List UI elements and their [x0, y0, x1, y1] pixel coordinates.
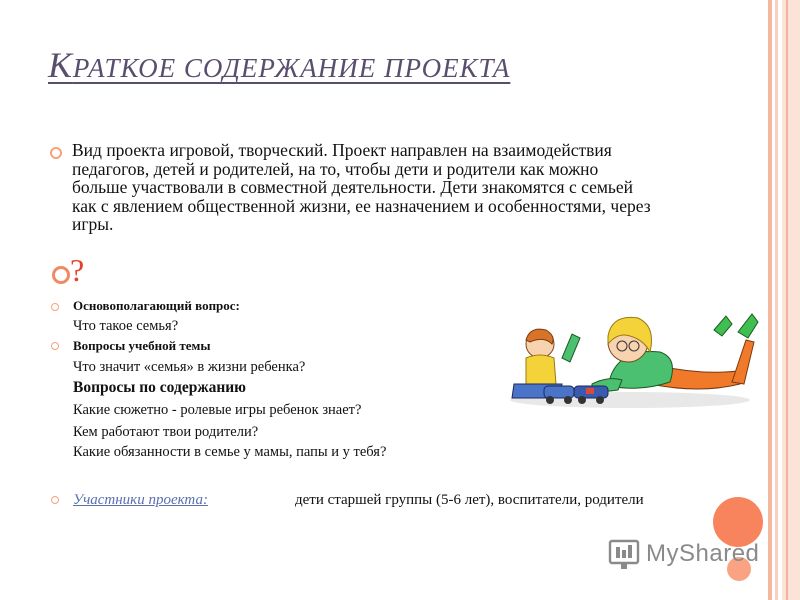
participants-text: дети старшей группы (5-6 лет), воспитатели, родители: [295, 492, 644, 508]
bullet-icon: [51, 496, 59, 504]
decor-stripe: [775, 0, 778, 600]
topic-question: Что значит «семья» в жизни ребенка?: [73, 359, 306, 375]
decor-stripe: [786, 0, 788, 600]
children-playing-illustration: [500, 292, 760, 422]
watermark-logo-text: MyShared: [646, 540, 760, 567]
title-first-letter: К: [48, 45, 73, 85]
bullet-icon: [52, 266, 70, 284]
fundamental-question: Что такое семья?: [73, 318, 179, 334]
slide-title: [48, 44, 510, 86]
content-question: Какие обязанности в семье у мамы, папы и у тебя?: [73, 444, 387, 460]
content-question: Какие сюжетно - ролевые игры ребенок знает?: [73, 402, 362, 418]
decor-stripe: [768, 0, 772, 600]
title-rest: РАТКОЕ СОДЕРЖАНИЕ ПРОЕКТА: [72, 53, 511, 83]
content-question: Кем работают твои родители?: [73, 424, 259, 440]
decor-stripe: [782, 0, 800, 600]
intro-paragraph: Вид проекта игровой, творческий. Проект направлен на взаимодействия педагогов, детей и родителей, на то, чтобы дети и родители как можно больше участвовали в совместной деятельности. Дети знакомятся с семьей как с явлением общественной жизни, ее назначением и особенностями, через игры.: [72, 140, 651, 234]
content-heading: Вопросы по содержанию: [73, 379, 247, 396]
bullet-icon: [50, 147, 62, 159]
fundamental-heading: Основополагающий вопрос:: [73, 298, 240, 313]
bullet-icon: [51, 342, 59, 350]
participants-link[interactable]: Участники проекта:: [73, 492, 208, 508]
topic-heading: Вопросы учебной темы: [73, 338, 211, 353]
question-mark: ?: [70, 252, 85, 288]
bullet-icon: [51, 303, 59, 311]
